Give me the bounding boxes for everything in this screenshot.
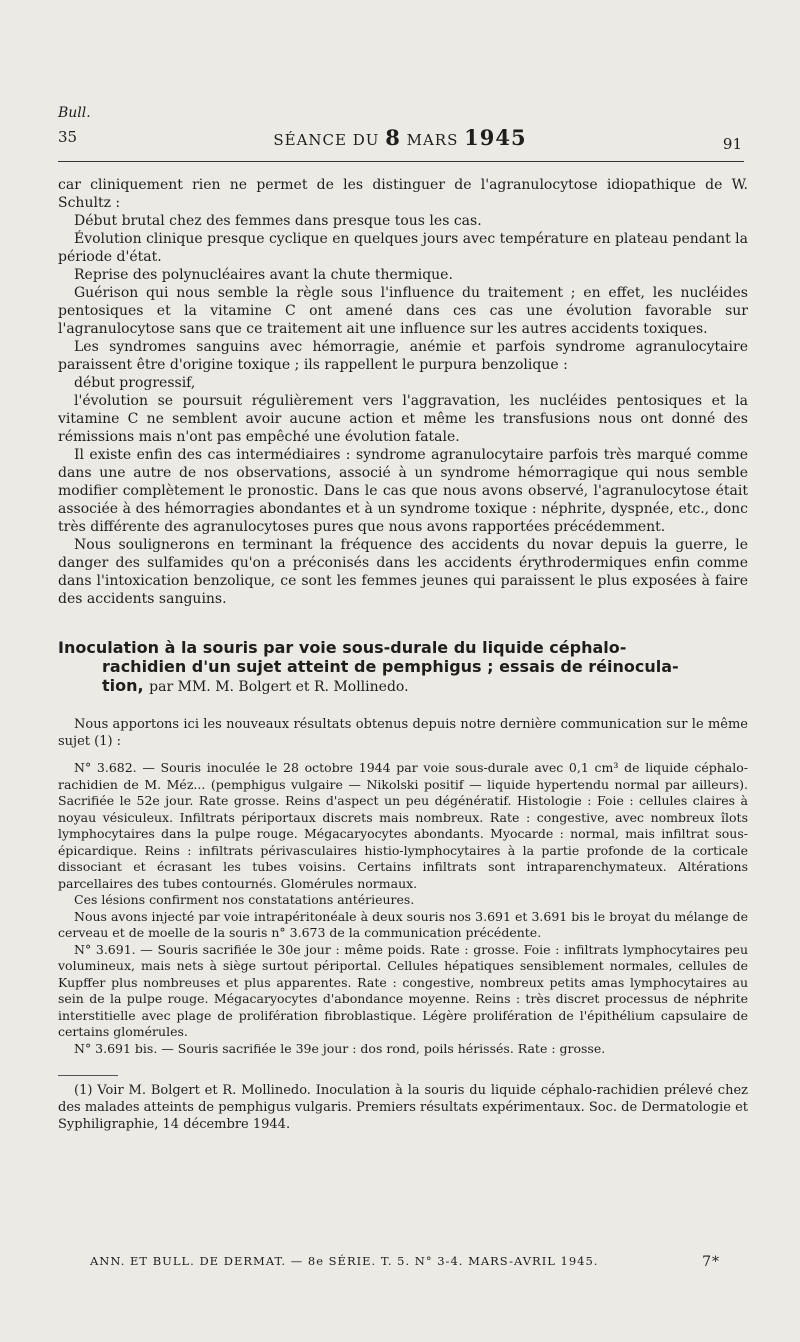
running-head-pre: SÉANCE DU [273,131,380,149]
paragraph: Évolution clinique presque cyclique en quelques jours avec température en plateau pendant la période d'état. [58,231,748,265]
paragraph: Il existe enfin des cas intermédiaires : syndrome agranulocytaire parfois très marqué comme dans une autre de nos observations, associé à un syndrome hémorragique qui nous semble modifier complètement le pronostic. Dans le cas que nous avons observé, l'agranulocytose était associée à des hémorragies abondantes et à un syndrome toxique : néphrite, dyspnée, etc., donc très différente des agranulocytoses pures que nous avons rapportées précédemment. [58,447,748,535]
journal-reference: ANN. ET BULL. DE DERMAT. — 8e SÉRIE. T. 5. N° 3-4. MARS-AVRIL 1945. [90,1254,599,1268]
running-head-year: 1945 [464,125,527,150]
paragraph: Guérison qui nous semble la règle sous l'influence du traitement ; en effet, les nucléides pentosiques et la vitamine C ont amené dans ces cas une évolution favorable sur l'agranulocytose sans que ce traitement ait une influence sur les autres accidents toxiques. [58,285,748,337]
article-title-line3: tion, [102,676,144,695]
article-title-line1: Inoculation à la souris par voie sous-durale du liquide céphalo- [58,638,627,657]
footnote: (1) Voir M. Bolgert et R. Mollinedo. Inoculation à la souris du liquide céphalo-rachidien prélevé chez des malades atteints de pemphigus vulgaris. Premiers résultats expérimentaux. Soc. de Dermatologie et Syphiligraphie, 14 décembre 1944. [58,1083,748,1132]
running-head-month: MARS [406,131,459,149]
paragraph: Les syndromes sanguins avec hémorragie, anémie et parfois syndrome agranulocytaire paraissent être d'origine toxique ; ils rappellent le purpura benzolique : [58,339,748,373]
bull-number: 35 [58,128,78,146]
bull-label: Bull. [58,105,91,121]
article-intro: Nous apportons ici les nouveaux résultats obtenus depuis notre dernière communication sur le même sujet (1) : [58,717,748,749]
page-number: 91 [722,135,742,153]
page-body [58,176,748,1133]
paragraph: Nous soulignerons en terminant la fréquence des accidents du novar depuis la guerre, le danger des sulfamides qu'on a préconisés dans les accidents érythrodermiques enfin comme dans l'intoxication benzolique, ce sont les femmes jeunes qui paraissent le plus exposées à faire des accidents sanguins. [58,537,748,607]
article-paragraph: N° 3.691. — Souris sacrifiée le 30e jour : même poids. Rate : grosse. Foie : infiltrats lymphocytaires peu volumineux, mais nets à siège surtout périportal. Cellules hépatiques sensiblement normales, cellules de Kupffer plus nombreuses et plus apparentes. Rate : congestive, nombreux petits amas lymphocytaires au sein de la pulpe rouge. Mégacaryocytes d'abondance moyenne. Reins : très discret processus de néphrite interstitielle avec plage de prolifération fibroblastique. Légère prolifération de l'épithélium capsulaire de certains glomérules. [58,941,748,1039]
article-title [58,638,748,697]
article-paragraph: N° 3.682. — Souris inoculée le 28 octobre 1944 par voie sous-durale avec 0,1 cm³ de liquide céphalo-rachidien de M. Méz... (pemphigus vulgaire — Nikolski positif — liquide hypertendu normal par ailleurs). Sacrifiée le 52e jour. Rate grosse. Reins d'aspect un peu dégénératif. Histologie : Foie : cellules claires à noyau vésiculeux. Infiltrats périportaux discrets mais nombreux. Rate : congestive, avec nombreux îlots lymphocytaires dans la pulpe rouge. Mégacaryocytes abondants. Myocarde : normal, mais infiltrat sous-épicardique. Reins : infiltrats périvasculaires histio-lymphocytaires à la partie profonde de la corticale dissociant et écrasant les tubes voisins. Certains infiltrats sont intraparenchymateux. Altérations parcellaires des tubes contournés. Glomérules normaux. [58,760,748,891]
header-rule [58,161,744,162]
paragraph: car cliniquement rien ne permet de les distinguer de l'agranulocytose idiopathique de W. Schultz : [58,177,748,211]
article-authors: par MM. M. Bolgert et R. Mollinedo. [149,679,409,695]
article-paragraph: N° 3.691 bis. — Souris sacrifiée le 39e jour : dos rond, poils hérissés. Rate : grosse. [74,1040,606,1056]
article-paragraph: Nous avons injecté par voie intrapéritonéale à deux souris nos 3.691 et 3.691 bis le broyat du mélange de cerveau et de moelle de la souris n° 3.673 de la communication précédente. [58,908,748,940]
paragraph: Reprise des polynucléaires avant la chute thermique. [74,267,453,283]
paragraph: Début brutal chez des femmes dans presque tous les cas. [74,213,482,229]
article-paragraph: Ces lésions confirment nos constatations antérieures. [74,892,415,907]
footnote-rule [58,1075,118,1076]
page-footer [90,1254,720,1268]
paragraph: début progressif, [74,375,196,391]
article-title-line2: rachidien d'un sujet atteint de pemphigus ; essais de réinocula- [102,657,679,676]
running-head [0,125,800,150]
running-head-num: 8 [385,125,401,150]
paragraph: l'évolution se poursuit régulièrement vers l'aggravation, les nucléides pentosiques et la vitamine C ne semblent avoir aucune action et même les transfusions nous ont donné des rémissions mais n'ont pas empêché une évolution fatale. [58,393,748,445]
signature-mark: 7* [702,1254,720,1270]
